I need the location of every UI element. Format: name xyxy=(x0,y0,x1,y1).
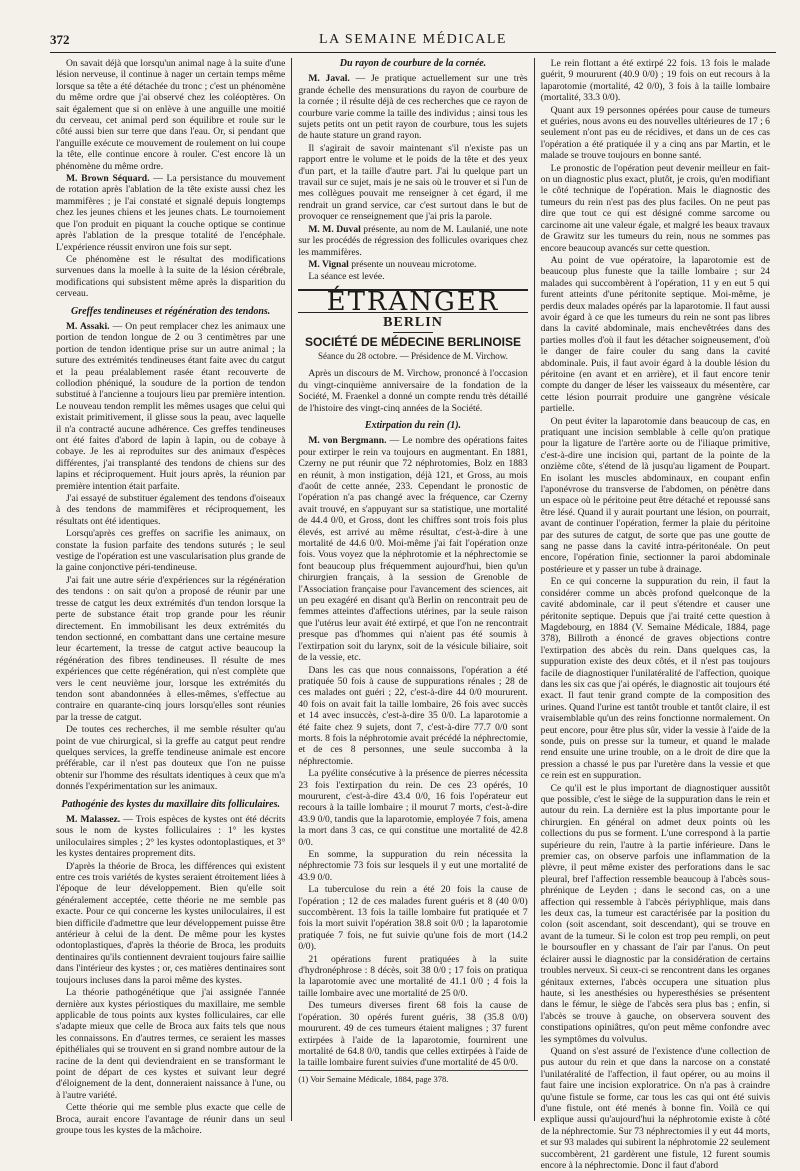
footnote: (1) Voir Semaine Médicale, 1884, page 378. xyxy=(298,1070,527,1085)
paragraph xyxy=(56,814,285,860)
paragraph: Cette théorie qui me semble plus exacte que celle de Broca, aurait encore l'avantage de réunir dans un seul groupe tous les kystes de la mâchoire. xyxy=(56,1102,286,1136)
speaker-name: M. von Bergmann. xyxy=(308,435,387,447)
paragraph xyxy=(298,73,527,141)
paragraph: La tuberculose du rein a été 20 fois la cause de l'opération ; 12 de ces malades furent guéris et 8 (40 0/0) succombèrent. 13 fois la taille lombaire fut pratiquée et 7 fois la mort suivit l'opération 38.8 soit 0/0 ; la laparotomie pratiquée 7 fois, ne fut suivie qu'une fois de mort (14.2 0/0). xyxy=(298,884,528,953)
divider xyxy=(393,332,433,333)
speaker-name: M. Javal. xyxy=(308,73,350,85)
paragraph: Après un discours de M. Virchow, prononcé à l'occasion du vingt-cinquième anniversaire de la fondation de la Société, M. Fraenkel a donné un compte rendu très détaillé de l'histoire des vingt-cinq années de la Société. xyxy=(298,368,528,414)
paragraph: Au point de vue opératoire, la laparotomie est de beaucoup plus funeste que la taille lombaire ; sur 24 malades qui succombèrent à l'opération, 11 y en eut 5 qui furent atteints d'une péritonite septique. Moi-même, je perdis deux malades opérés par la laparotomie. Il faut aussi avoir égard à ce que les tumeurs du rein ne sont pas libres dans la cavité abdominale, mais enchevêtrées dans des parties molles d'où il faut les détacher soigneusement, d'où le danger de faire couler du sang dans la cavité abdominale. Puis, il faut avoir égard à la double lésion du péritoine (en avant et en arrière), et il faut encore tenir compte du danger de léser les vaisseaux du mésentère, car cette lésion pourrait produire une gangrène vésicale partielle. xyxy=(540,254,770,415)
paragraph: J'ai fait une autre série d'expériences sur la régénération des tendons : on sait qu'on a proposé de réunir par une tresse de catgut les deux extrémités d'un tendon lorsque la perte de substance était trop grande pour les réunir directement. En immobilisant les deux extrémités du tendon sectionné, en combattant dans une certaine mesure leur écartement, la tresse de catgut active beaucoup la régénération des fibres tendineuses. Il résulte de mes expériences que cette régénération, qui n'est complète que vers le cent neuvième jour, lorsque les extrémités du tendon sont abandonnées à elles-mêmes, s'effectue au contraire en quarante-cinq jours lorsqu'elles sont réunies par la tresse de catgut. xyxy=(56,574,286,723)
paragraph-text: présente, au nom de M. Laulanié, une note sur les procédés de régression des follicules ovariques chez les mammifères. xyxy=(298,223,528,258)
section-title: Extirpation du rein (1). xyxy=(364,419,462,431)
paragraph-text: — La persistance du mouvement de rotation après l'ablation de la tête existe aussi chez les mammifères ; je l'ai constaté et signalé depuis longtemps chez les jeunes chiens et les jeunes chats. Le tournoiement que l'on produit en piquant la couche optique se continue après l'ablation de la presque totalité de l'encéphale. L'expérience réussit environ une fois sur sept. xyxy=(56,173,286,253)
paragraph xyxy=(298,224,527,258)
running-title: LA SEMAINE MÉDICALE xyxy=(319,32,507,47)
paragraph xyxy=(56,321,285,492)
paragraph: Dans les cas que nous connaissons, l'opération a été pratiquée 50 fois à cause de suppurations rénales ; 28 de ces malades ont guéri ; 22, c'est-à-dire 44 0/0 moururent. 40 fois on avait fait la taille lombaire, 26 fois avec succès et 14 avec insuccès, c'est-à-dire 35 0/0. La laparotomie a été faite chez 9 sujets, dont 7, c'est-à-dire 77.7 0/0 sont morts. 8 fois la néphrotomie avait précédé la néphrectomie, et de ces 8 personnes, une seule succomba à la néphrectomie. xyxy=(298,664,528,767)
page-number: 372 xyxy=(50,32,70,47)
paragraph: Le rein flottant a été extirpé 22 fois. 13 fois le malade guérit, 9 moururent (40.9 0/0) ; 19 fois on eut recours à la laparotomie (mortalité, 42 0/0), 3 fois à la taille lombaire (mortalité, 33.3 0/0). xyxy=(540,58,770,104)
speaker-name: M. Brown Séquard. xyxy=(66,173,150,185)
column-2 xyxy=(291,58,533,1121)
paragraph: Ce qu'il est le plus important de diagnostiquer aussitôt que possible, c'est le siège de la suppuration dans le rein et autour du rein. La dernière est la plus importante pour le chirurgien. En général on admet deux points où les collections du pus se forment. L'une correspond à la partie supérieure du rein, l'autre à la partie inférieure. Dans le premier cas, on observe parfois une inflammation de la plèvre, il peut même exister des perforations dans le sac pleural, bref l'affection ressemble beaucoup à l'abcès sous-phrénique de Leyden ; dans le second cas, on a une affection qui ressemble à l'abcès périyphlique, mais dans les deux cas, la tumeur est caractérisée par la position du colon (soit ascendant, soit descendant), qui se trouve en avant de la tumeur. Si le colon est trop peu rempli, on peut le boursoufler en y chassant de l'air par l'anus. On peut éclairer aussi le diagnostic par la considération de certains troubles nerveux. Si ceux-ci se rencontrent dans les organes génitaux externes, l'abcès occupera une situation plus haute, si les anesthésies ou hyperesthésies se présentent dans le fémur, le siège de l'abcès sera plus bas ; enfin, si l'abcès se trouve à gauche, on observera souvent des constipations opiniâtres, qu'on peut même confondre avec les symptômes du volvulus. xyxy=(540,782,770,1045)
speaker-name: M. M. Duval xyxy=(308,223,361,235)
section-banner-etranger: ÉTRANGER xyxy=(298,289,527,313)
column-3 xyxy=(534,58,776,1171)
paragraph: Des tumeurs diverses firent 68 fois la cause de l'opération. 30 opérés furent guéris, 38 (35.8 0/0) moururent. 49 de ces tumeurs étaient malignes ; 37 furent extirpées à l'aide de la laparotomie, fournirent une mortalité de 64.8 0/0, tandis que celles extirpées à l'aide de la taille lombaire furent suivies d'une mortalité de 45 0/0. xyxy=(298,1000,528,1069)
speaker-name: M. Assaki. xyxy=(66,320,110,332)
paragraph: 21 opérations furent pratiquées à la suite d'hydronéphrose : 8 décès, soit 38 0/0 ; 17 fois on pratiqua la laparotomie avec une mortalité de 41.1 0/0 ; 4 fois la taille lombaire avec une mortalité de 25 0/0. xyxy=(298,953,528,999)
section-title: Greffes tendineuses et régénération des tendons. xyxy=(71,305,271,317)
paragraph-text: présente un nouveau microtome. xyxy=(348,258,477,270)
paragraph: D'après la théorie de Broca, les différences qui existent entre ces trois variétés de kystes seraient étroitement liées à l'époque de leur développement. Bien qu'elle soit généralement acceptée, cette théorie ne me semble pas exacte. Pour ce qui concerne les kystes uniloculaires, il est bien difficile d'admettre que leur développement puisse être antérieur à celui de la dent. De même pour les kystes odontoplastiques, d'après la théorie de Broca, les produits dentinaires qu'ils contiennent devraient toujours faire saillie dans l'intérieur des kystes ; or, ces matières dentinaires sont toujours incluses dans la paroi même des kystes. xyxy=(56,860,286,986)
paragraph: Quand on s'est assuré de l'existence d'une collection de pus autour du rein et que dans la narcose on a constaté l'unilatéralité de l'affection, il faut opérer, ou au moins il faut faire une incision exploratrice. On n'a pas à craindre qu'une fistule se forme, car tous les cas qui ont été suivis d'une fistule, ont été menés à bonne fin. Voilà ce qui explique aussi qu'aujourd'hui la néphrotomie existe à côté de la néphrectomie. Sur 73 néphrectomies il y eut 44 morts, et sur 93 malades qui subirent la néphrotomie 22 seulement succombèrent, 21 gardèrent une fistule, 12 furent soumis encore à la néphrectomie. Donc il faut d'abord xyxy=(540,1045,770,1171)
paragraph-text: — Le nombre des opérations faites pour extirper le rein va toujours en augmentant. En 1881, Czerny ne put réunir que 72 néphrotomies, Bolz en 1883 en réunit, à mon instigation, déjà 121, et Gross, au mois d'août de cette année, 233. Cependant le pronostic de l'opération n'a pas changé avec la fréquence, car Czerny avait trouvé, en s'appuyant sur sa statistique, une mortalité de 44.4 0/0, et Gross, dont les chiffres sont trois fois plus élevés, est arrivé au même résultat, c'est-à-dire à une mortalité de 44.6 0/0. Moi-même j'ai fait l'opération onze fois. Vous voyez que la néphrotomie et la néphrectomie se font beaucoup plus fréquemment aujourd'hui, bien qu'un chirurgien français, à la session de Grenoble de l'Association française pour l'avancement des sciences, ait un peu exagéré en disant qu'à Berlin on rencontrait peu de femmes atteintes d'affections utérines, par la seule raison que l'utérus leur avait été extirpé, et que l'on ne rencontrait presque pas d'hommes qui n'aient pas été soumis à l'extirpation soit du larynx, soit de la vésicule biliaire, soit de la vessie, etc. xyxy=(298,435,528,664)
city-heading: BERLIN xyxy=(383,315,443,331)
page-header xyxy=(50,30,776,53)
society-heading: SOCIÉTÉ DE MÉDECINE BERLINOISE xyxy=(304,334,521,349)
paragraph: La séance est levée. xyxy=(308,271,385,283)
paragraph: En ce qui concerne la suppuration du rein, il faut la considérer comme un abcès profond quelconque de la cavité abdominale, car il peut s'étendre et causer une péritonite septique. Depuis que j'ai traité cette question à Magdebourg, en 1884 (V. Semaine Médicale, 1884, page 378), Billroth a énoncé de graves objections contre l'extirpation des abcès du rein. Dans quelques cas, la suppuration existe des deux côtés, et il n'est pas toujours facile de diagnostiquer l'unilatéralité de l'affection, quoique dans les six cas que j'ai opérés, le diagnostic ait toujours été exact. Il faut tenir grand compte de la composition des urines. Quand l'urine est tantôt trouble et tantôt claire, il est vraisemblable qu'un des reins fonctionne normalement. On peut encore, pour être plus sûr, vider la vessie à l'aide de la sonde, puis on presse sur la tumeur, et quand le malade rend ensuite une urine trouble, on a le droit de dire que la pression a chassé le pus par l'uretère dans la vessie et que ce rein est en suppuration. xyxy=(540,576,770,782)
speaker-name: M. Malassez. xyxy=(66,814,121,825)
paragraph: Lorsqu'après ces greffes on sacrifie les animaux, on constate la fusion parfaite des tendons suturés ; le seul vestige de l'opération est une vascularisation plus grande de la gaine conjonctive péri-tendineuse. xyxy=(56,528,286,574)
paragraph: Ce phénomène est le résultat des modifications survenues dans la moelle à la suite de la lésion cérébrale, modifications qui subsistent même après la disparition du cerveau. xyxy=(56,253,286,300)
paragraph: On peut éviter la laparotomie dans beaucoup de cas, en pratiquant une incision semblable à celle qu'on pratique pour la ligature de l'artère aorte ou de l'iliaque primitive, c'est-à-dire une incision qui, partant de la pointe de la onzième côte, s'étend de là jusqu'au ligament de Poupart. En isolant les muscles abdominaux, en coupant enfin l'aponévrose du transverse de l'abdomen, on pénètre dans un espace où le péritoine peut être détaché et repoussé sans être lésé. Quand il y aurait pourtant une lésion, on pourrait, avant de continuer l'opération, fermer la plaie du péritoine par des sutures de catgut, de sorte que pas une goutte de sang ne passe dans la cavité intra-péritonéale. On peut encore, l'opération finie, sectionner la paroi abdominale postérieure et y passer un tube à drainage. xyxy=(540,415,770,575)
paragraph: On savait déjà que lorsqu'un animal nage à la suite d'une lésion nerveuse, il continue à nager un certain temps même lorsque sa tête a été détachée du tronc ; c'est un phénomène du même ordre que j'ai observé chez les coléoptères. On sait également que si on enlève à une anguille une moitié du cerveau, cet animal perd son équilibre et roule sur le côté aussi bien sur terre que dans l'eau. Or, si pendant que l'anguille exécute ce mouvement de roulement on lui coupe la tête, elle continue encore à rouler. C'est encore là un phénomène du même ordre. xyxy=(56,58,286,172)
columns xyxy=(50,58,776,1171)
paragraph: Quant aux 19 personnes opérées pour cause de tumeurs et guéries, nous avons eu des nouvelles ultérieures de 17 ; 6 seulement n'ont pas eu de récidives, et dans un de ces cas l'opération a été pratiquée il y a cinq ans par Martin, et le malade se trouve toujours en bonne santé. xyxy=(540,104,770,162)
paragraph-text: — Trois espèces de kystes ont été décrits sous le nom de kystes folliculaires : 1° les kystes uniloculaires simples ; 2° les kystes odontoplastiques, et 3° les kystes dentaires proprement dits. xyxy=(56,814,286,860)
session-line: Séance du 28 octobre. — Présidence de M. Virchow. xyxy=(318,350,508,361)
paragraph: En somme, la suppuration du rein nécessita la néphrectomie 73 fois sur lesquels il y eut une mortalité de 43.9 0/0. xyxy=(298,849,528,883)
paragraph: La pyélite consécutive à la présence de pierres nécessita 23 fois l'extirpation du rein. De ces 23 opérés, 10 moururent, c'est-à-dire 43.4 0/0, 16 fois l'opérateur eut recours à la taille lombaire ; il mourut 7 morts, c'est-à-dire 43.9 0/0, tandis que la laparotomie, employée 7 fois, amena la mort dans 3 cas, ce qui constitue une mortalité de 42.8 0/0. xyxy=(298,768,528,848)
paragraph-text: — On peut remplacer chez les animaux une portion de tendon longue de 2 ou 3 centimètres par une portion de tendon identique prise sur un autre animal ; la suture des extrémités tendineuses étant faite avec du catgut et la peau préalablement rasée étant recouverte de collodion phéniqué, la soudure de la portion de tendon substitué à l'ancienne a toujours lieu par première intention. Le nouveau tendon remplit les mêmes usages que celui qui existait primitivement, il glisse sous la peau, avec laquelle il n'a contracté aucune adhérence. Ces greffes tendineuses ont été faites d'abord de lapin à lapin, ou de cobaye à cobaye. Je les ai reproduites sur des animaux d'espèces différentes, j'ai transplanté des tendons de chiens sur des lapins et réciproquement. Huit jours après, la réunion par première intention était parfaite. xyxy=(56,320,286,492)
paragraph xyxy=(56,173,285,253)
column-1 xyxy=(50,58,291,1136)
paragraph xyxy=(298,259,527,270)
paragraph: J'ai essayé de substituer également des tendons d'oiseaux à des tendons de mammifères et réciproquement, les résultats ont été identiques. xyxy=(56,493,286,527)
paragraph: La théorie pathogénétique que j'ai assignée l'année dernière aux kystes périostiques du maxillaire, me semble applicable de tous points aux kystes folliculaires, car elle s'adapte mieux que celle de Broca aux faits tels que nous les connaissons. En d'autres termes, ce seraient les masses épithéliales qui se trouvent en si grand nombre autour de la racine de la dent qui deviendraient en se transformant le point de départ de ces kystes et suivant leur degré d'éloignement de la dent, donneraient naissance à l'une, ou à l'autre variété. xyxy=(56,987,286,1101)
section-title: Du rayon de courbure de la cornée. xyxy=(339,58,487,69)
paragraph: Il s'agirait de savoir maintenant s'il n'existe pas un rapport entre le volume et le poids de la tête et des yeux d'un part, et la taille d'autre part. J'ai lu quelque part un travail sur ce sujet, mais je ne sais où le trouver et si l'un de mes collègues pouvait me renseigner à cet égard, il me rendrait un grand service, car c'est surtout dans le but de provoquer ce renseignement que j'ai pris la parole. xyxy=(298,142,528,223)
section-title: Pathogénie des kystes du maxillaire dits folliculaires. xyxy=(61,798,280,810)
paragraph: De toutes ces recherches, il me semble résulter qu'au point de vue chirurgical, si la greffe au catgut peut rendre quelques services, la greffe tendineuse animale est encore préférable, car il n'est pas douteux que l'on ne puisse obtenir sur l'homme des résultats identiques à ceux que m'a donnés l'expérimentation sur les animaux. xyxy=(56,724,286,793)
paragraph xyxy=(298,435,527,663)
speaker-name: M. Vignal xyxy=(308,258,349,270)
paragraph: Le pronostic de l'opération peut devenir meilleur en fait-on un diagnostic plus exact, plutôt, je crois, qu'en modifiant le côté technique de l'opération. Mais le diagnostic des tumeurs du rein n'est pas des plus faciles. On ne peut pas dire que tout ce qui est désigné comme sarcome ou carcinome ait une valeur égale, et malgré les beaux travaux de Grawitz sur les tumeurs du rein, nous ne sommes pas encore beaucoup avancés sur cette question. xyxy=(540,162,770,254)
paragraph-text: — Je pratique actuellement sur une très grande échelle des mensurations du rayon de courbure de la cornée ; il résulte déjà de ces recherches que ce rayon de courbure varie comme la taille des individus ; ainsi tous les sujets petits ont un petit rayon de courbure, tous les sujets de haute stature un grand rayon. xyxy=(298,73,528,142)
